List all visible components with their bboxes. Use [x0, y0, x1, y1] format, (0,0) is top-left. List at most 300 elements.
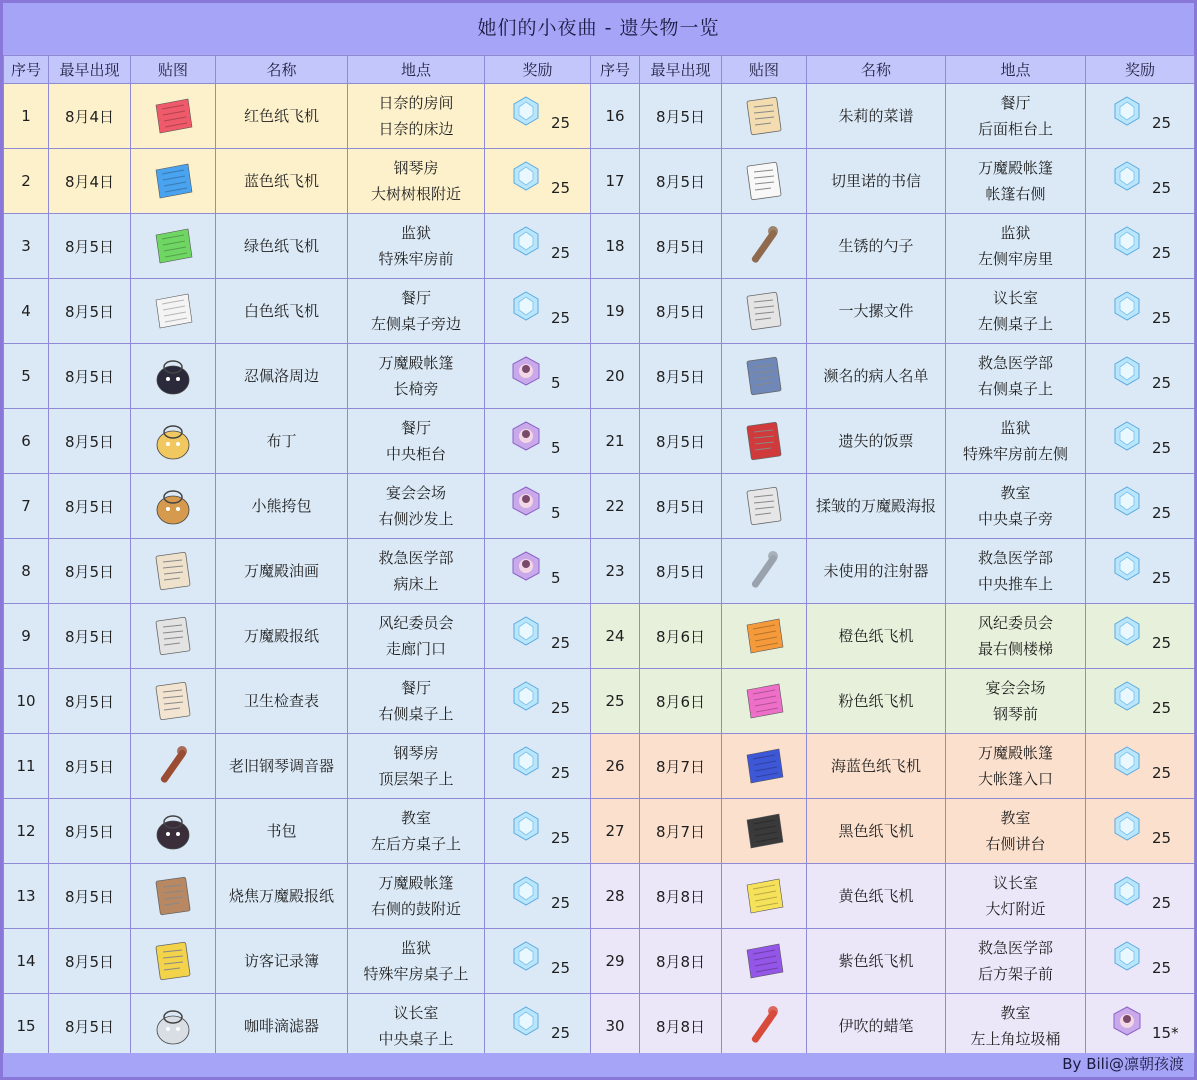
location-spot: 左后方桌子上: [370, 835, 461, 853]
item-reward: [485, 929, 591, 994]
item-image: [722, 279, 807, 344]
item-reward: [485, 799, 591, 864]
item-date: 8月4日: [49, 84, 131, 149]
location-spot: 特殊牢房前左侧: [962, 445, 1068, 463]
crystal-icon: [1112, 161, 1142, 191]
item-number: 8: [4, 539, 49, 604]
item-date: 8月5日: [49, 669, 131, 734]
item-reward: [1086, 214, 1195, 279]
crystal-icon: [511, 746, 541, 776]
table-row: [4, 149, 1195, 214]
crumpled-poster-icon: [741, 483, 787, 529]
location-spot: 日奈的床边: [378, 120, 454, 138]
table-row: [4, 929, 1195, 994]
item-location: [946, 214, 1086, 279]
location-area: 宴会会场: [985, 679, 1046, 697]
meal-ticket-icon: [741, 418, 787, 464]
crystal-icon: [511, 1006, 541, 1036]
letter-icon: [741, 158, 787, 204]
item-location: [348, 279, 485, 344]
pink-paper-plane-icon: [741, 678, 787, 724]
reward-amount: 25: [551, 244, 571, 262]
table-row: [4, 474, 1195, 539]
item-reward: [1086, 604, 1195, 669]
table-row: [4, 409, 1195, 474]
bear-bag-icon: [150, 483, 196, 529]
item-reward: [485, 864, 591, 929]
item-image: [131, 214, 216, 279]
item-location: [946, 279, 1086, 344]
reward-amount: 25: [1152, 179, 1172, 197]
item-reward: [1086, 929, 1195, 994]
item-image: [131, 799, 216, 864]
clipboard-icon: [741, 353, 787, 399]
reward-amount: 25: [1152, 309, 1172, 327]
item-image: [131, 604, 216, 669]
item-number: 17: [591, 149, 640, 214]
reward-amount: 25: [551, 1024, 571, 1042]
crystal-icon: [1112, 356, 1142, 386]
item-image: [722, 474, 807, 539]
recipe-icon: [741, 93, 787, 139]
item-name: 访客记录簿: [216, 929, 348, 994]
location-spot: 最右侧楼梯: [977, 640, 1053, 658]
item-date: 8月5日: [49, 539, 131, 604]
item-reward: [485, 279, 591, 344]
crystal-icon: [511, 616, 541, 646]
item-reward: [1086, 799, 1195, 864]
crayon-icon: [741, 1003, 787, 1049]
item-date: 8月5日: [640, 539, 722, 604]
table-row: [4, 669, 1195, 734]
item-number: 21: [591, 409, 640, 474]
header-no: 序号: [591, 56, 640, 84]
item-number: 7: [4, 474, 49, 539]
syringe-icon: [741, 548, 787, 594]
item-image: [131, 929, 216, 994]
item-image: [131, 474, 216, 539]
item-reward: [1086, 734, 1195, 799]
location-spot: 右侧讲台: [985, 835, 1046, 853]
item-date: 8月6日: [640, 604, 722, 669]
reward-amount: 25: [1152, 504, 1172, 522]
item-number: 28: [591, 864, 640, 929]
item-image: [722, 929, 807, 994]
pudding-icon: [150, 418, 196, 464]
reward-amount: 25: [551, 634, 571, 652]
item-number: 10: [4, 669, 49, 734]
header-date: 最早出现: [49, 56, 131, 84]
gift-badge-icon: [511, 421, 541, 451]
item-date: 8月8日: [640, 864, 722, 929]
reward-amount: 25: [1152, 244, 1172, 262]
location-spot: 帐篷右侧: [985, 185, 1046, 203]
item-date: 8月5日: [49, 734, 131, 799]
location-area: 教室: [1000, 1004, 1031, 1022]
item-name: 黑色纸飞机: [807, 799, 946, 864]
item-location: [348, 929, 485, 994]
item-image: [131, 344, 216, 409]
item-name: 遗失的饭票: [807, 409, 946, 474]
location-spot: 特殊牢房桌子上: [363, 965, 469, 983]
item-image: [722, 734, 807, 799]
reward-amount: 25: [1152, 114, 1172, 132]
location-area: 万魔殿帐篷: [378, 354, 454, 372]
item-date: 8月5日: [640, 214, 722, 279]
location-area: 万魔殿帐篷: [378, 874, 454, 892]
item-image: [131, 669, 216, 734]
item-reward: [485, 474, 591, 539]
location-area: 救急医学部: [977, 549, 1053, 567]
item-name: 紫色纸飞机: [807, 929, 946, 994]
yellow-paper-plane-icon: [741, 873, 787, 919]
header-location: 地点: [946, 56, 1086, 84]
item-name: 揉皱的万魔殿海报: [807, 474, 946, 539]
crystal-icon: [1112, 96, 1142, 126]
item-reward: [485, 539, 591, 604]
item-name: 咖啡滴滤器: [216, 994, 348, 1059]
reward-amount: 15*: [1152, 1024, 1179, 1042]
item-number: 2: [4, 149, 49, 214]
item-name: 万魔殿油画: [216, 539, 348, 604]
item-image: [722, 149, 807, 214]
document-stack-icon: [741, 288, 787, 334]
item-number: 11: [4, 734, 49, 799]
item-number: 23: [591, 539, 640, 604]
header-reward: 奖励: [485, 56, 591, 84]
item-name: 绿色纸飞机: [216, 214, 348, 279]
location-spot: 右侧的鼓附近: [370, 900, 461, 918]
location-spot: 左侧牢房里: [977, 250, 1053, 268]
table-row: [4, 279, 1195, 344]
location-area: 议长室: [992, 874, 1038, 892]
location-area: 教室: [1000, 809, 1031, 827]
item-location: [348, 669, 485, 734]
item-location: [348, 149, 485, 214]
item-name: 布丁: [216, 409, 348, 474]
item-image: [131, 149, 216, 214]
item-image: [722, 344, 807, 409]
blue-paper-plane-icon: [150, 158, 196, 204]
item-date: 8月7日: [640, 734, 722, 799]
reward-amount: 25: [1152, 699, 1172, 717]
location-area: 监狱: [400, 939, 431, 957]
item-date: 8月5日: [49, 799, 131, 864]
reward-amount: 25: [1152, 439, 1172, 457]
item-image: [131, 279, 216, 344]
item-location: [348, 214, 485, 279]
location-area: 餐厅: [400, 419, 431, 437]
item-image: [131, 539, 216, 604]
item-name: 白色纸飞机: [216, 279, 348, 344]
item-location: [946, 149, 1086, 214]
location-spot: 钢琴前: [992, 705, 1038, 723]
crystal-icon: [1112, 681, 1142, 711]
location-spot: 后方架子前: [977, 965, 1053, 983]
location-area: 监狱: [400, 224, 431, 242]
location-spot: 中央推车上: [977, 575, 1053, 593]
item-date: 8月5日: [49, 474, 131, 539]
item-name: 一大摞文件: [807, 279, 946, 344]
page-title: 她们的小夜曲 - 遗失物一览: [3, 3, 1194, 53]
crystal-icon: [511, 681, 541, 711]
table-row: [4, 994, 1195, 1059]
item-date: 8月5日: [49, 214, 131, 279]
item-reward: [1086, 84, 1195, 149]
purple-paper-plane-icon: [741, 938, 787, 984]
item-image: [722, 799, 807, 864]
location-spot: 中央柜台: [385, 445, 446, 463]
item-location: [946, 604, 1086, 669]
item-name: 未使用的注射器: [807, 539, 946, 604]
navy-paper-plane-icon: [741, 743, 787, 789]
location-area: 钢琴房: [393, 744, 439, 762]
item-location: [946, 84, 1086, 149]
item-date: 8月4日: [49, 149, 131, 214]
reward-amount: 25: [1152, 569, 1172, 587]
item-reward: [1086, 279, 1195, 344]
item-date: 8月6日: [640, 669, 722, 734]
orange-paper-plane-icon: [741, 613, 787, 659]
crystal-icon: [1112, 811, 1142, 841]
table-row: [4, 214, 1195, 279]
item-date: 8月8日: [640, 994, 722, 1059]
item-name: 小熊挎包: [216, 474, 348, 539]
location-area: 钢琴房: [393, 159, 439, 177]
item-location: [946, 474, 1086, 539]
header-no: 序号: [4, 56, 49, 84]
item-image: [722, 864, 807, 929]
location-area: 餐厅: [400, 679, 431, 697]
item-number: 30: [591, 994, 640, 1059]
crystal-icon: [1112, 226, 1142, 256]
item-name: 万魔殿报纸: [216, 604, 348, 669]
item-reward: [485, 344, 591, 409]
location-spot: 走廊门口: [385, 640, 446, 658]
item-number: 29: [591, 929, 640, 994]
item-image: [722, 409, 807, 474]
location-spot: 右侧沙发上: [378, 510, 454, 528]
reward-amount: 25: [1152, 634, 1172, 652]
reward-amount: 5: [551, 374, 561, 392]
black-paper-plane-icon: [741, 808, 787, 854]
location-area: 教室: [1000, 484, 1031, 502]
crystal-icon: [1112, 876, 1142, 906]
item-name: 伊吹的蜡笔: [807, 994, 946, 1059]
item-number: 1: [4, 84, 49, 149]
crystal-icon: [511, 291, 541, 321]
item-reward: [485, 734, 591, 799]
item-name: 切里诺的书信: [807, 149, 946, 214]
reward-amount: 5: [551, 439, 561, 457]
table-header-row: [4, 56, 1195, 84]
crystal-icon: [511, 96, 541, 126]
location-area: 餐厅: [1000, 94, 1031, 112]
item-location: [348, 734, 485, 799]
reward-amount: 5: [551, 504, 561, 522]
newspaper-icon: [150, 613, 196, 659]
reward-amount: 25: [551, 179, 571, 197]
location-area: 救急医学部: [378, 549, 454, 567]
location-area: 餐厅: [400, 289, 431, 307]
table-row: [4, 539, 1195, 604]
item-number: 22: [591, 474, 640, 539]
item-date: 8月5日: [49, 409, 131, 474]
location-area: 教室: [400, 809, 431, 827]
item-location: [348, 604, 485, 669]
item-number: 24: [591, 604, 640, 669]
item-number: 12: [4, 799, 49, 864]
location-area: 风纪委员会: [378, 614, 454, 632]
item-name: 烧焦万魔殿报纸: [216, 864, 348, 929]
item-name: 生锈的勺子: [807, 214, 946, 279]
location-area: 监狱: [1000, 419, 1031, 437]
item-number: 19: [591, 279, 640, 344]
item-location: [946, 539, 1086, 604]
location-spot: 右侧桌子上: [378, 705, 454, 723]
item-name: 蓝色纸飞机: [216, 149, 348, 214]
item-reward: [1086, 409, 1195, 474]
crystal-icon: [1112, 746, 1142, 776]
item-number: 27: [591, 799, 640, 864]
item-location: [946, 864, 1086, 929]
location-area: 万魔殿帐篷: [977, 159, 1053, 177]
item-location: [348, 799, 485, 864]
item-number: 6: [4, 409, 49, 474]
table-row: [4, 84, 1195, 149]
item-reward: [1086, 669, 1195, 734]
reward-amount: 25: [1152, 374, 1172, 392]
item-location: [946, 669, 1086, 734]
table-row: [4, 734, 1195, 799]
item-image: [722, 604, 807, 669]
item-number: 15: [4, 994, 49, 1059]
location-spot: 病床上: [393, 575, 439, 593]
item-reward: [485, 604, 591, 669]
reward-amount: 25: [551, 764, 571, 782]
item-image: [722, 84, 807, 149]
crystal-icon: [1112, 291, 1142, 321]
location-area: 救急医学部: [977, 939, 1053, 957]
item-reward: [485, 669, 591, 734]
gift-badge-icon: [511, 356, 541, 386]
header-date: 最早出现: [640, 56, 722, 84]
location-area: 风纪委员会: [977, 614, 1053, 632]
item-image: [131, 409, 216, 474]
item-location: [946, 929, 1086, 994]
item-date: 8月5日: [640, 84, 722, 149]
reward-amount: 25: [1152, 959, 1172, 977]
item-name: 海蓝色纸飞机: [807, 734, 946, 799]
reward-amount: 5: [551, 569, 561, 587]
white-paper-plane-icon: [150, 288, 196, 334]
item-date: 8月5日: [49, 279, 131, 344]
item-reward: [485, 409, 591, 474]
location-spot: 大灯附近: [985, 900, 1046, 918]
location-area: 万魔殿帐篷: [977, 744, 1053, 762]
item-date: 8月5日: [49, 994, 131, 1059]
plush-figure-icon: [150, 353, 196, 399]
coffee-dripper-icon: [150, 1003, 196, 1049]
item-name: 濒名的病人名单: [807, 344, 946, 409]
location-spot: 特殊牢房前: [378, 250, 454, 268]
reward-amount: 25: [551, 959, 571, 977]
item-reward: [485, 149, 591, 214]
header-name: 名称: [216, 56, 348, 84]
checklist-icon: [150, 678, 196, 724]
visitor-log-icon: [150, 938, 196, 984]
table-row: [4, 344, 1195, 409]
item-location: [946, 344, 1086, 409]
burnt-newspaper-icon: [150, 873, 196, 919]
item-number: 5: [4, 344, 49, 409]
item-name: 老旧钢琴调音器: [216, 734, 348, 799]
location-spot: 长椅旁: [393, 380, 439, 398]
item-reward: [1086, 539, 1195, 604]
crystal-icon: [511, 161, 541, 191]
crystal-icon: [511, 941, 541, 971]
reward-amount: 25: [551, 829, 571, 847]
reward-amount: 25: [551, 309, 571, 327]
footer-bar: [3, 1053, 1194, 1077]
reward-amount: 25: [1152, 894, 1172, 912]
location-area: 日奈的房间: [378, 94, 454, 112]
gift-badge-icon: [511, 486, 541, 516]
item-reward: [1086, 994, 1195, 1059]
item-number: 3: [4, 214, 49, 279]
item-date: 8月5日: [49, 864, 131, 929]
gift-badge-icon: [511, 551, 541, 581]
oil-painting-icon: [150, 548, 196, 594]
crystal-icon: [1112, 616, 1142, 646]
item-number: 18: [591, 214, 640, 279]
crystal-icon: [1112, 421, 1142, 451]
item-date: 8月5日: [640, 474, 722, 539]
item-name: 粉色纸飞机: [807, 669, 946, 734]
item-number: 13: [4, 864, 49, 929]
crystal-icon: [1112, 551, 1142, 581]
item-location: [348, 539, 485, 604]
item-reward: [485, 994, 591, 1059]
table-row: [4, 604, 1195, 669]
item-number: 14: [4, 929, 49, 994]
location-spot: 中央桌子旁: [977, 510, 1053, 528]
location-spot: 左侧桌子旁边: [370, 315, 461, 333]
green-paper-plane-icon: [150, 223, 196, 269]
item-name: 书包: [216, 799, 348, 864]
item-name: 红色纸飞机: [216, 84, 348, 149]
item-reward: [1086, 344, 1195, 409]
item-location: [348, 84, 485, 149]
item-name: 橙色纸飞机: [807, 604, 946, 669]
location-area: 监狱: [1000, 224, 1031, 242]
item-date: 8月5日: [49, 604, 131, 669]
item-location: [946, 994, 1086, 1059]
item-location: [946, 409, 1086, 474]
crystal-icon: [1112, 486, 1142, 516]
table-row: [4, 799, 1195, 864]
item-date: 8月5日: [640, 279, 722, 344]
item-number: 25: [591, 669, 640, 734]
table-row: [4, 864, 1195, 929]
item-image: [722, 214, 807, 279]
item-location: [348, 474, 485, 539]
item-reward: [1086, 864, 1195, 929]
reward-amount: 25: [551, 699, 571, 717]
header-image: 贴图: [722, 56, 807, 84]
item-location: [348, 994, 485, 1059]
item-reward: [485, 84, 591, 149]
